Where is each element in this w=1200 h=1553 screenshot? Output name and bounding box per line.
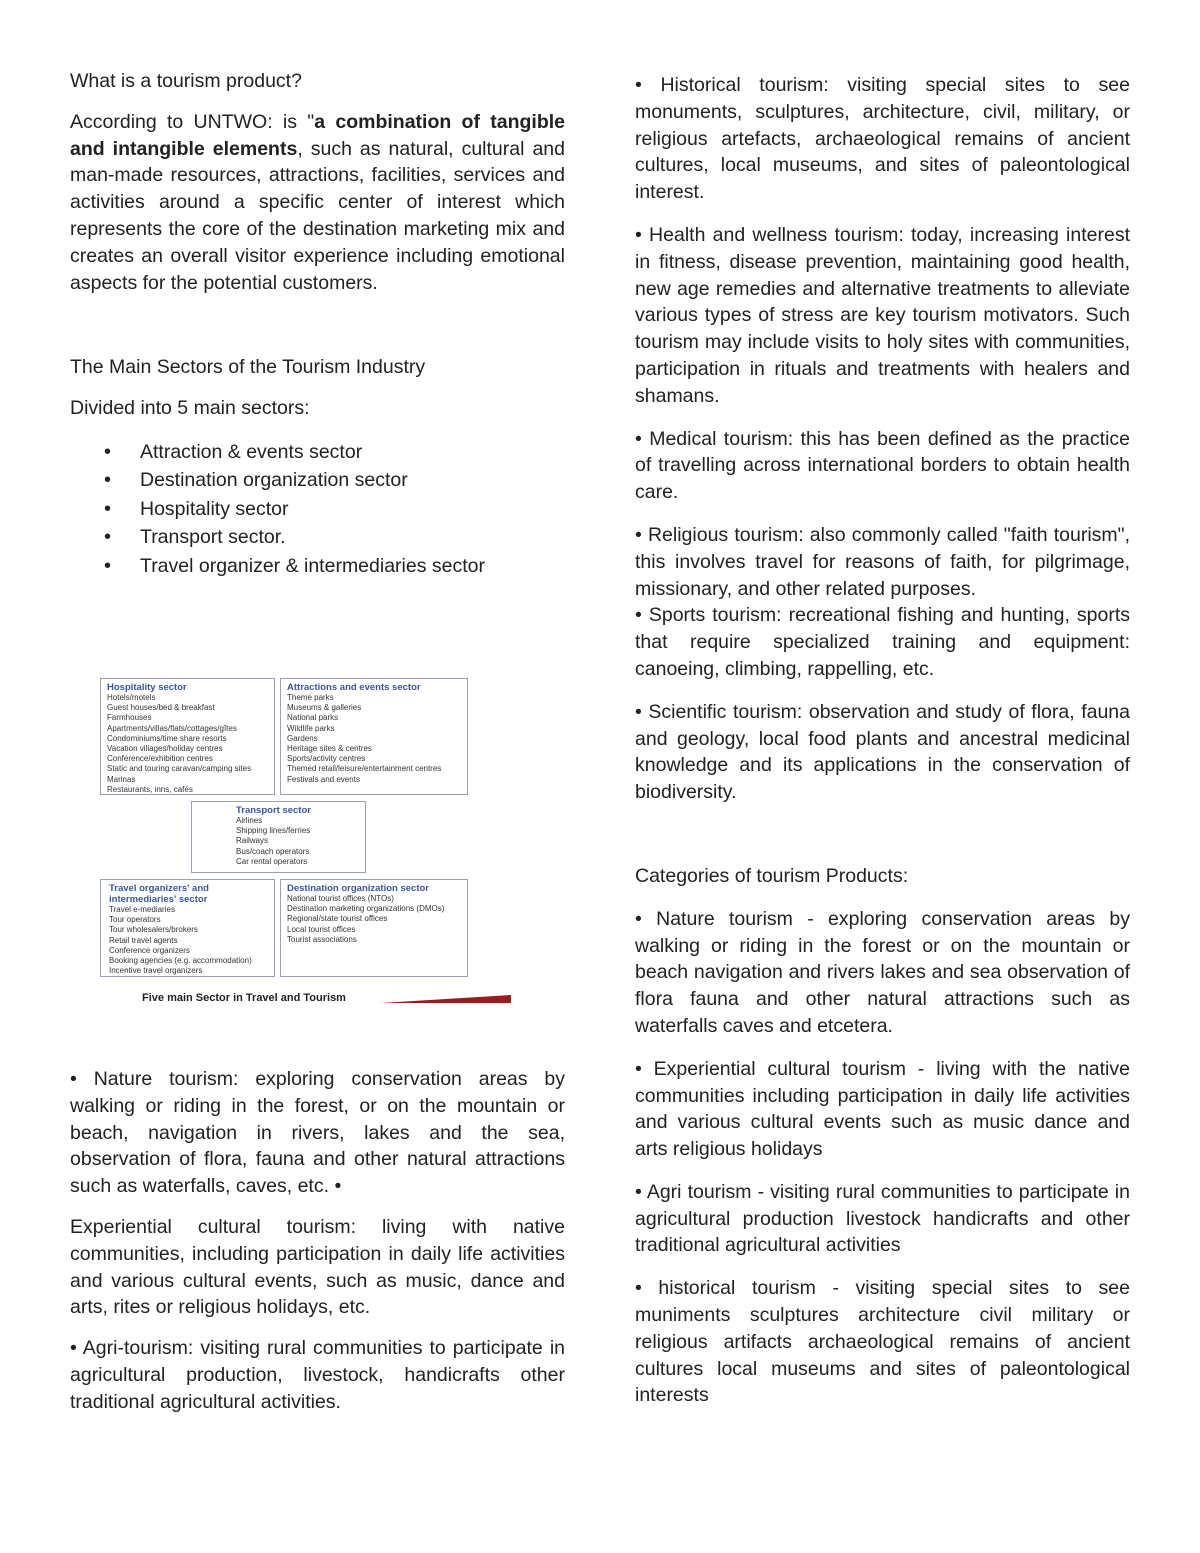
hospitality-sector-title: Hospitality sector: [107, 682, 187, 693]
health-tourism-paragraph: • Health and wellness tourism: today, increasing interest in fitness, disease prevention, maintaining good health, new age remedies and alternative treatments to alleviate various types of stress are key tourism motivators. Such tourism may include visits to holy sites with communities, participation in rituals and treatments with healers and shamans.: [635, 223, 1130, 407]
diagram-item: Hotels/motels: [107, 693, 156, 702]
categories-heading: Categories of tourism Products:: [635, 864, 909, 887]
diagram-item: Railways: [236, 836, 269, 846]
diagram-item: Sports/activity centres: [287, 754, 366, 764]
caption-accent-bar: [380, 995, 511, 1003]
diagram-item: Farmhouses: [107, 713, 152, 723]
nature-tourism-paragraph: • Nature tourism: exploring conservation areas by walking or riding in the forest, or on the mountain or beach, navigation in rivers, lakes and the sea, observation of flora, fauna and other natural attractions such as waterfalls, caves, etc. •: [70, 1068, 565, 1198]
diagram-item: Museums & galleries: [287, 703, 362, 713]
diagram-item: Conference/exhibition centres: [107, 754, 213, 764]
sector-item: • Travel organizer & intermediaries sector: [70, 552, 565, 581]
diagram-item: Restaurants, inns, cafés: [107, 784, 193, 794]
untwo-definition: [70, 109, 565, 297]
definition-prefix: According to UNTWO: is ": [70, 110, 315, 133]
experiential-tourism-paragraph: Experiential cultural tourism: living with native communities, including participation in daily life activities and various cultural events, such as music, dance and arts, rites or religious holidays, etc.: [70, 1215, 565, 1319]
category-experiential: • Experiential cultural tourism - living with the native communities including participation in daily life activities and various cultural events such as music dance and arts religious holidays: [635, 1057, 1130, 1161]
definition-bold: a combination of tangible and intangible elements: [70, 110, 566, 160]
attractions-sector-box: [280, 678, 468, 795]
diagram-item: Condominiums/time share resorts: [107, 733, 227, 743]
definition-rest: , such as natural, cultural and man-made resources, attractions, facilities, services and activities around a specific center of interest which represents the core of the destination marketing mix and creates an overall visitor experience including emotional aspects for the potential customers.: [70, 137, 565, 294]
diagram-item: Regional/state tourist offices: [287, 914, 388, 924]
diagram-item: Tour wholesalers/brokers: [109, 925, 198, 935]
category-historical: • historical tourism - visiting special sites to see muniments sculptures architecture civil military or religious artifacts archaeological remains of ancient cultures local museums and sites of paleontological interests: [635, 1277, 1130, 1407]
sectors-list: [70, 438, 565, 581]
diagram-item: National tourist offices (NTOs): [287, 894, 394, 903]
diagram-item: Themed retail/leisure/entertainment centres: [287, 764, 442, 774]
diagram-item: Retail travel agents: [109, 935, 178, 945]
travel-organizers-sector-box: [100, 879, 275, 977]
destination-sector-box: [280, 879, 468, 977]
diagram-item: Incentive travel organizers: [109, 966, 203, 976]
transport-sector-title: Transport sector: [236, 805, 311, 816]
sectors-diagram: [70, 668, 515, 1008]
diagram-item: Booking agencies (e.g. accommodation): [109, 956, 252, 966]
historical-tourism-paragraph: • Historical tourism: visiting special sites to see monuments, sculptures, architecture, civil, military, or religious artefacts, archaeological remains of ancient cultures, local museums, and sites of paleontological interest.: [635, 74, 1130, 204]
diagram-item: Bus/coach operators: [236, 846, 310, 856]
sector-item: • Destination organization sector: [70, 466, 565, 495]
sector-item: • Hospitality sector: [70, 495, 565, 524]
category-agri: • Agri tourism - visiting rural communities to participate in agricultural production livestock handicrafts and other traditional agricultural activities: [635, 1180, 1130, 1257]
diagram-item: Static and touring caravan/camping sites: [107, 764, 252, 774]
sectors-heading: The Main Sectors of the Tourism Industry: [70, 356, 426, 379]
right-column: [635, 72, 1130, 1409]
category-nature: • Nature tourism - exploring conservation areas by walking or riding in the forest or on the mountain or beach navigation and rivers lakes and sea observation of flora fauna and other natural attractions such as waterfalls caves and etcetera.: [635, 907, 1130, 1037]
transport-sector-box: [191, 801, 366, 873]
left-column: [70, 68, 565, 580]
diagram-item: Tour operators: [109, 915, 161, 925]
sectors-intro: Divided into 5 main sectors:: [70, 397, 310, 420]
agri-tourism-paragraph: • Agri-tourism: visiting rural communities to participate in agricultural production, livestock, handicrafts other traditional agricultural activities.: [70, 1337, 565, 1413]
tourism-product-heading: What is a tourism product?: [70, 70, 302, 92]
diagram-item: National parks: [287, 713, 339, 723]
diagram-item: Theme parks: [287, 693, 334, 702]
diagram-item: Marinas: [107, 774, 136, 784]
travel-organizers-sector-title: Travel organizers' and intermediaries' sector: [109, 883, 209, 905]
destination-sector-title: Destination organization sector: [287, 883, 429, 894]
diagram-item: Tourist associations: [287, 934, 357, 944]
attractions-sector-title: Attractions and events sector: [287, 682, 421, 693]
diagram-item: Guest houses/bed & breakfast: [107, 703, 215, 713]
hospitality-sector-box: [100, 678, 275, 795]
sector-item: • Attraction & events sector: [70, 438, 565, 467]
accent-wedge: [380, 995, 511, 1003]
diagram-item: Local tourist offices: [287, 924, 356, 934]
diagram-caption: Five main Sector in Travel and Tourism: [142, 992, 346, 1004]
diagram-item: Apartments/villas/flats/cottages/gîtes: [107, 723, 237, 733]
religious-tourism-paragraph: • Religious tourism: also commonly called "faith tourism", this involves travel for reasons of faith, for pilgrimage, missionary, and other related purposes.: [635, 523, 1130, 600]
diagram-item: Gardens: [287, 733, 318, 743]
medical-tourism-paragraph: • Medical tourism: this has been defined as the practice of travelling across international borders to obtain health care.: [635, 427, 1130, 504]
diagram-item: Travel e-mediaries: [109, 905, 175, 914]
sports-tourism-paragraph: • Sports tourism: recreational fishing and hunting, sports that require specialized training and equipment: canoeing, climbing, rappelling, etc.: [635, 604, 1130, 680]
diagram-item: Wildlife parks: [287, 723, 335, 733]
diagram-item: Destination marketing organizations (DMOs): [287, 904, 445, 914]
diagram-item: Airlines: [236, 816, 263, 825]
diagram-item: Festivals and events: [287, 774, 360, 784]
scientific-tourism-paragraph: • Scientific tourism: observation and study of flora, fauna and geology, local food plants and ancestral medicinal knowledge and its applications in the conservation of biodiversity.: [635, 700, 1130, 804]
diagram-item: Shipping lines/ferries: [236, 826, 311, 836]
left-column-lower: [70, 1066, 565, 1416]
diagram-item: Heritage sites & centres: [287, 744, 372, 754]
diagram-item: Car rental operators: [236, 856, 308, 866]
diagram-item: Conference organizers: [109, 945, 190, 955]
diagram-item: Vacation villages/holiday centres: [107, 744, 223, 754]
sector-item: • Transport sector.: [70, 523, 565, 552]
